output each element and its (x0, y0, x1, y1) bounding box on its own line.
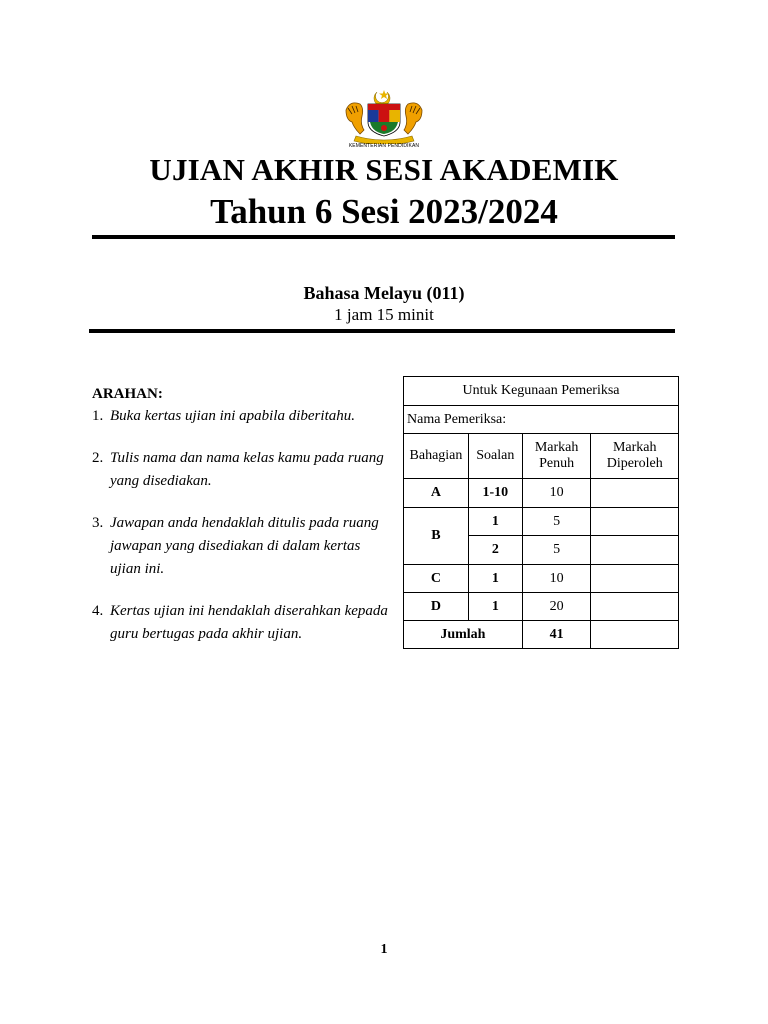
instruction-number: 3. (92, 515, 104, 531)
instruction-text: Buka kertas ujian ini apabila diberitahu. (110, 408, 355, 424)
total-row (404, 621, 679, 649)
row-question: 1-10 (468, 479, 522, 508)
subject-name: Bahasa Melayu (011) (303, 283, 465, 303)
examiner-name-field: Nama Pemeriksa: (404, 406, 679, 434)
header-full-marks-line1: Markah (534, 440, 579, 455)
header-obtained-marks (591, 434, 679, 479)
instruction-item (92, 405, 392, 428)
total-obtained-marks[interactable] (591, 621, 679, 649)
row-obtained-marks[interactable] (591, 565, 679, 593)
table-title: Untuk Kegunaan Pemeriksa (404, 377, 679, 406)
row-question: 2 (468, 536, 522, 565)
page-number: 1 (380, 942, 388, 957)
row-section: A (404, 479, 469, 508)
exam-duration: 1 jam 15 minit (334, 305, 434, 324)
subject-divider (89, 329, 675, 333)
instruction-number: 1. (92, 408, 104, 424)
instruction-number: 4. (92, 603, 104, 619)
instruction-text: Jawapan anda hendaklah ditulis pada ruang jawapan yang disediakan di dalam kertas ujian ini. (110, 515, 379, 577)
row-full-marks: 10 (522, 479, 591, 508)
row-full-marks: 5 (522, 536, 591, 565)
table-row (404, 479, 679, 508)
row-question: 1 (468, 508, 522, 536)
instruction-text: Tulis nama dan nama kelas kamu pada ruang yang disediakan. (110, 450, 384, 489)
row-question: 1 (468, 593, 522, 621)
instructions-section (92, 386, 392, 646)
instruction-item (92, 600, 392, 646)
header-obtained-line2: Diperoleh (606, 456, 663, 471)
instruction-item (92, 512, 392, 581)
exam-title: UJIAN AKHIR SESI AKADEMIK (149, 152, 619, 187)
row-full-marks: 20 (522, 593, 591, 621)
title-divider (92, 235, 675, 239)
row-full-marks: 5 (522, 508, 591, 536)
header-full-marks (522, 434, 591, 479)
table-row (404, 565, 679, 593)
instruction-item (92, 447, 392, 493)
instruction-text: Kertas ujian ini hendaklah diserahkan kepada guru bertugas pada akhir ujian. (110, 603, 388, 642)
row-obtained-marks[interactable] (591, 536, 679, 565)
exam-year-session: Tahun 6 Sesi 2023/2024 (210, 192, 558, 231)
header-section: Bahagian (404, 434, 469, 479)
row-question: 1 (468, 565, 522, 593)
instruction-number: 2. (92, 450, 104, 466)
row-obtained-marks[interactable] (591, 508, 679, 536)
table-row (404, 593, 679, 621)
row-obtained-marks[interactable] (591, 593, 679, 621)
table-row (404, 508, 679, 536)
row-section: B (404, 508, 469, 565)
total-full-marks: 41 (522, 621, 591, 649)
instructions-heading: ARAHAN: (92, 386, 163, 402)
header-obtained-line1: Markah (612, 440, 657, 455)
row-section: C (404, 565, 469, 593)
row-obtained-marks[interactable] (591, 479, 679, 508)
header-question: Soalan (468, 434, 522, 479)
header-full-marks-line2: Penuh (539, 456, 575, 471)
total-label: Jumlah (404, 621, 523, 649)
logo-caption: KEMENTERIAN PENDIDIKAN (348, 143, 420, 149)
row-full-marks: 10 (522, 565, 591, 593)
examiner-marks-table (403, 376, 679, 649)
row-section: D (404, 593, 469, 621)
